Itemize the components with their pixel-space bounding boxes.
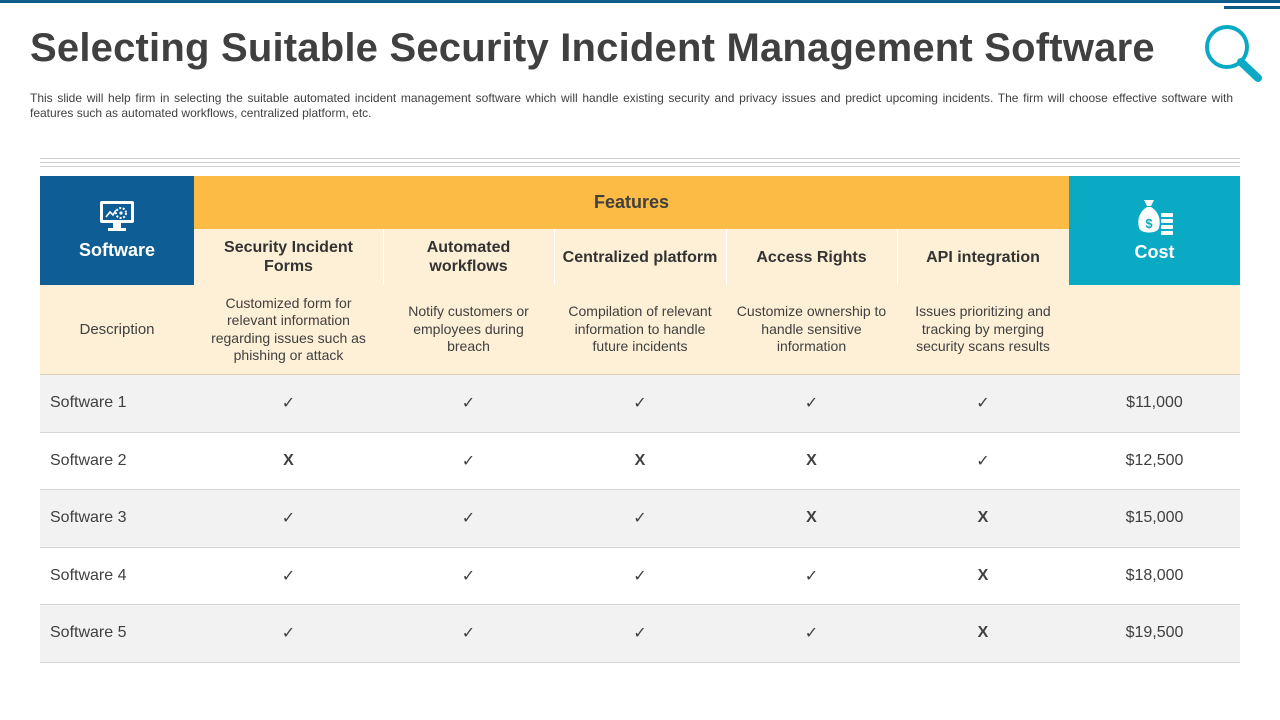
feature-mark: ✓ [461,395,476,412]
software-cost: $11,000 [1126,394,1183,411]
software-column-header [40,176,194,285]
table-row [40,605,1240,663]
feature-mark: X [977,509,989,526]
table-row [40,375,1240,433]
feature-mark: X [806,451,817,469]
feature-mark: ✓ [633,395,647,412]
description-row [40,285,1240,375]
software-cost: $15,000 [1125,509,1184,526]
feature-mark: ✓ [281,510,296,527]
software-name: Software 1 [50,394,127,411]
feature-mark: ✓ [461,625,476,642]
feature-mark: X [634,451,646,469]
feature-description: Customized form for relevant information regarding issues such as phishing or attack [211,294,366,363]
feature-description: Notify customers or employees during breach [408,303,529,355]
comparison-table [40,176,1240,663]
feature-header-access-rights: Access Rights [726,229,897,285]
search-icon [1200,22,1264,82]
software-cost: $18,000 [1125,566,1184,584]
feature-header-security-incident-forms: Security Incident Forms [194,229,383,285]
feature-mark: ✓ [461,452,476,470]
svg-text:$: $ [1144,216,1153,231]
feature-mark: ✓ [281,567,296,585]
cost-header-label: Cost [1134,242,1175,262]
feature-description: Customize ownership to handle sensitive information [736,303,887,355]
top-rule [0,0,1280,3]
feature-mark: ✓ [633,567,647,585]
feature-mark: X [283,451,294,469]
feature-description: Compilation of relevant information to handle future incidents [568,303,712,355]
feature-mark: ✓ [804,567,819,585]
feature-mark: ✓ [976,395,990,412]
feature-mark: ✓ [461,510,476,527]
feature-mark: ✓ [633,510,647,527]
cost-column-header [1069,176,1240,285]
corner-rule [1224,6,1280,9]
feature-mark: X [977,566,989,584]
feature-mark: ✓ [281,395,296,412]
feature-header-centralized-platform: Centralized platform [554,229,726,285]
feature-mark: ✓ [976,452,990,470]
software-cost: $19,500 [1125,624,1184,641]
feature-header-automated-workflows: Automated workflows [383,229,554,285]
feature-mark: ✓ [461,567,476,585]
table-row [40,433,1240,491]
feature-description: Issues prioritizing and tracking by merging security scans results [915,303,1051,355]
page-title: Selecting Suitable Security Incident Management Software [30,26,1155,70]
features-header: Features [194,176,1069,229]
feature-header-api-integration: API integration [897,229,1069,285]
money-bag-icon [1135,198,1175,236]
feature-mark: ✓ [281,625,296,642]
decorative-lines [40,158,1240,170]
software-cost: $12,500 [1125,451,1184,469]
feature-mark: X [977,624,989,641]
feature-mark: ✓ [633,625,647,642]
table-row [40,548,1240,606]
software-header-label: Software [78,240,156,260]
software-name: Software 4 [50,566,127,584]
software-name: Software 3 [50,509,127,526]
description-label: Description [79,320,155,338]
feature-mark: ✓ [804,625,819,642]
slide-description: This slide will help firm in selecting the suitable automated incident management software which will handle existing security and privacy issues and predict upcoming incidents. The firm will choose effective software with features such as automated workflows, centralized platform, etc. [30,91,1233,120]
feature-mark: ✓ [804,395,819,412]
feature-mark: X [806,509,817,526]
software-name: Software 2 [50,451,127,469]
table-row [40,490,1240,548]
software-name: Software 5 [50,624,127,641]
monitor-gear-icon [99,200,135,234]
